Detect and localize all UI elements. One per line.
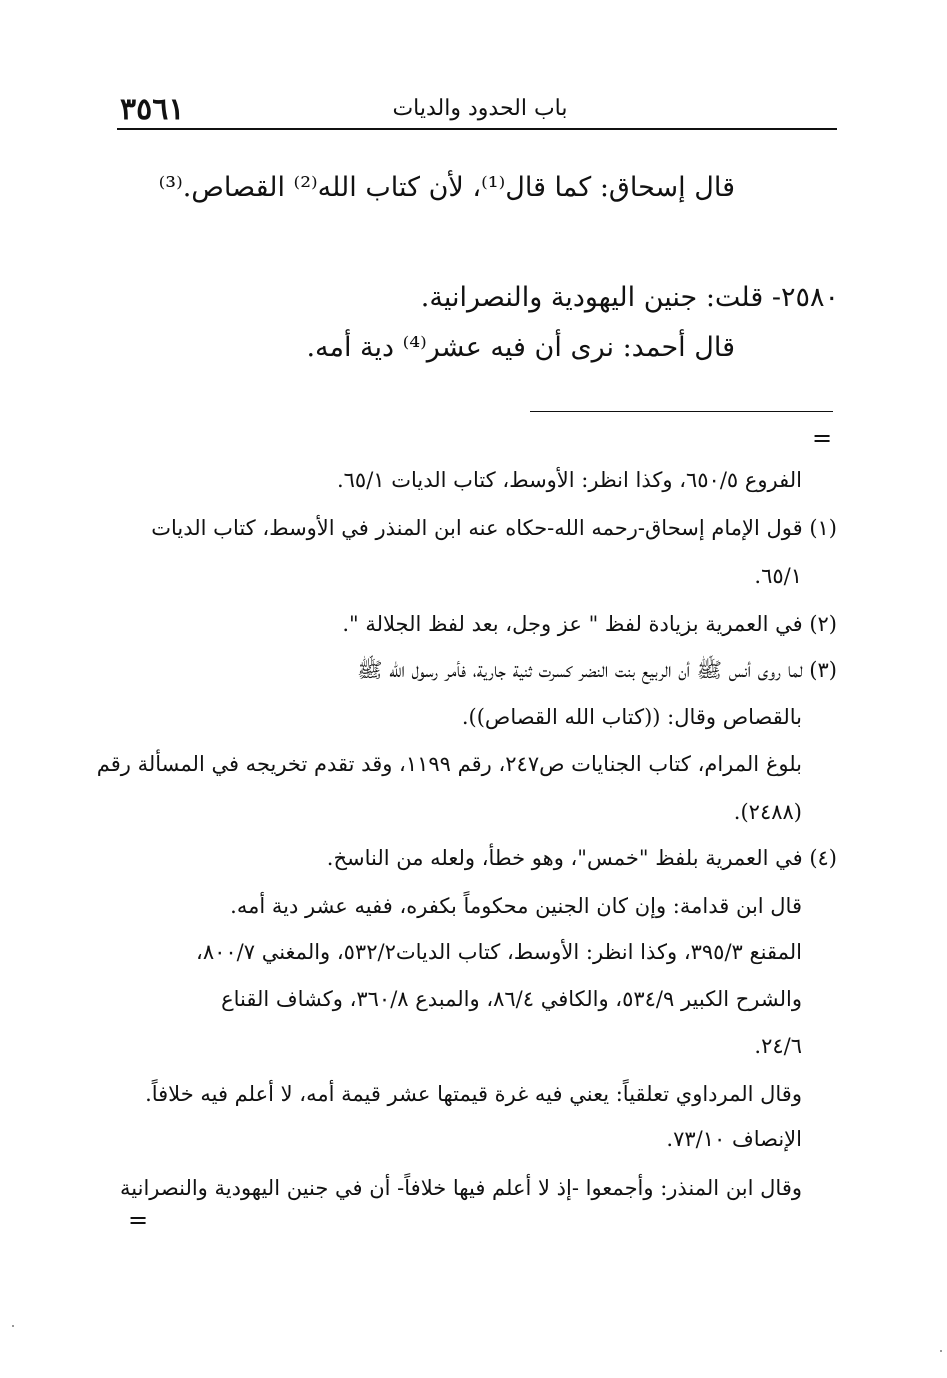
footnote-3-source-cont: (٢٤٨٨). <box>733 800 802 824</box>
footnote-4-ibn-almundhir: وقال ابن المنذر: وأجمعوا -إذ لا أعلم فيها خلافاً- أن في جنين اليهودية والنصرانية <box>120 1176 802 1200</box>
footnote-carry-over: الفروع ٦٥٠/٥، وكذا انظر: الأوسط، كتاب الديات ٦٥/١. <box>336 468 802 492</box>
scan-speck <box>12 1325 14 1327</box>
footnote-1: (١) قول الإمام إسحاق-رحمه الله-حكاه عنه ابن المنذر في الأوسط، كتاب الديات <box>151 516 837 540</box>
running-title: باب الحدود والديات <box>392 96 568 121</box>
footnote-4-quote: قال ابن قدامة: وإن كان الجنين محكوماً بكفره، ففيه عشر دية أمه. <box>230 894 802 918</box>
footnote-4-insaf: الإنصاف ٧٣/١٠. <box>666 1127 802 1151</box>
continuation-mark-top: = <box>812 424 833 452</box>
footnote-4-refs: المقنع ٣٩٥/٣، وكذا انظر: الأوسط، كتاب الديات٥٣٢/٢، والمغني ٨٠٠/٧، <box>196 940 802 964</box>
footnote-3-source: بلوغ المرام، كتاب الجنايات ص٢٤٧، رقم ١١٩٩، وقد تقدم تخريجه في المسألة رقم <box>96 752 802 776</box>
footnote-4: (٤) في العمرية بلفظ "خمس"، وهو خطأ، ولعله من الناسخ. <box>326 846 837 870</box>
footnote-4-refs-end: ٢٤/٦. <box>754 1034 802 1058</box>
footnote-4-mardawi: وقال المرداوي تعلقياً: يعني فيه غرة قيمتها عشر قيمة أمه، لا أعلم فيه خلافاً. <box>145 1082 802 1106</box>
continuation-mark-bottom: = <box>128 1206 149 1234</box>
footnote-1-cont: ٦٥/١. <box>754 564 802 588</box>
footnote-4-refs-cont: والشرح الكبير ٥٣٤/٩، والكافي ٨٦/٤، والمبدع ٣٦٠/٨، وكشاف القناع <box>221 987 802 1011</box>
scan-speck <box>940 1350 942 1352</box>
answer-line: قال أحمد: نرى أن فيه عشر⁽⁴⁾ دية أمه. <box>306 332 735 363</box>
footnote-2: (٢) في العمرية بزيادة لفظ " عز وجل، بعد لفظ الجلالة ". <box>342 612 837 636</box>
footnote-3: (٣) لما روى أنس ﷺ أن الربيع بنت النضر كسرت ثنية جارية، فأمر رسول الله ﷺ <box>357 658 837 682</box>
page-number: ٣٥٦١ <box>120 92 185 127</box>
footnote-separator <box>530 411 833 412</box>
main-text-line: قال إسحاق: كما قال⁽¹⁾، لأن كتاب الله⁽²⁾ القصاص.⁽³⁾ <box>158 172 735 203</box>
header-rule <box>117 128 837 130</box>
footnote-3-cont: بالقصاص وقال: ((كتاب الله القصاص)). <box>461 705 802 729</box>
question-line: ٢٥٨٠- قلت: جنين اليهودية والنصرانية. <box>420 282 839 313</box>
